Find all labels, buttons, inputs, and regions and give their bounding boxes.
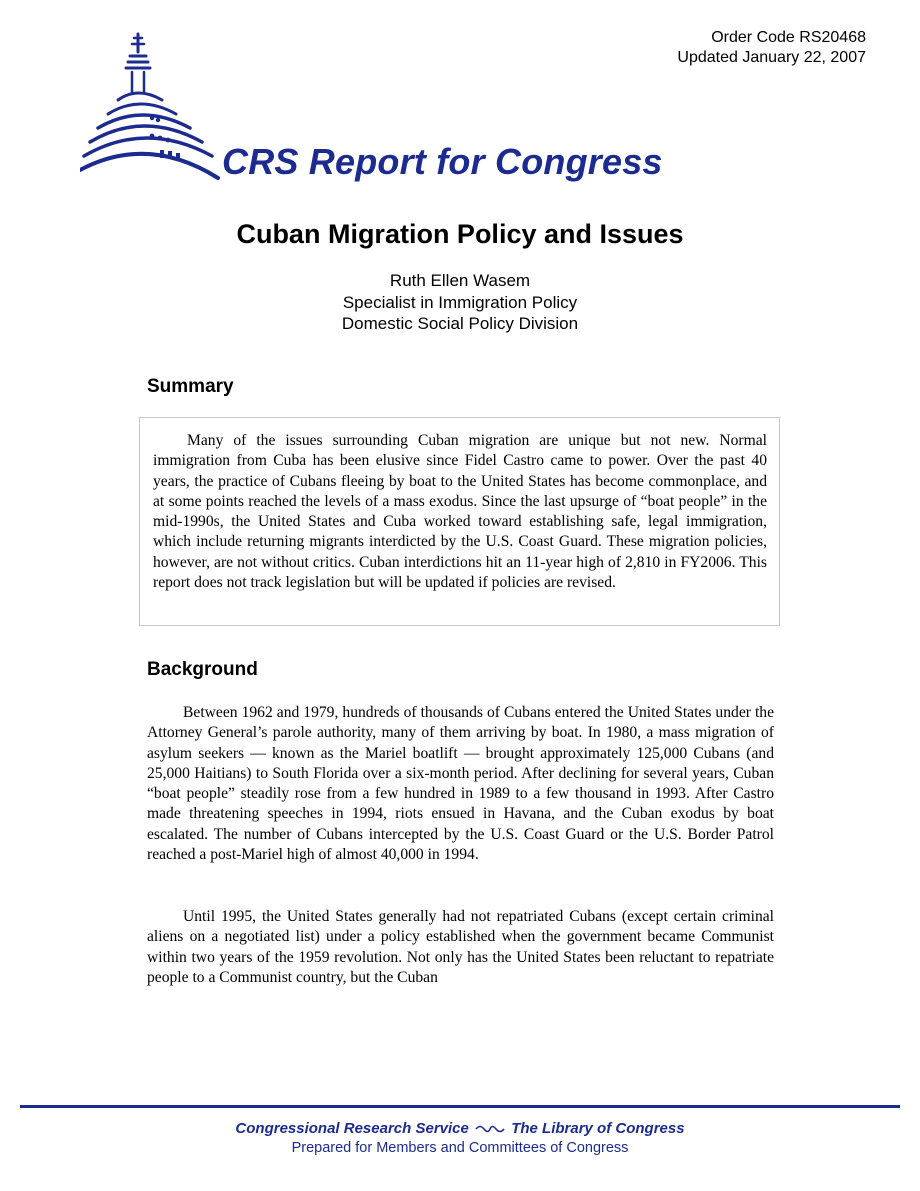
order-code: Order Code RS20468 xyxy=(711,29,866,46)
footer-rule xyxy=(20,1105,900,1108)
masthead-title: CRS Report for Congress xyxy=(222,141,663,182)
summary-heading: Summary xyxy=(147,376,234,397)
capitol-dome-icon xyxy=(80,30,220,190)
author-block xyxy=(0,270,920,335)
footer-crs: Congressional Research Service xyxy=(235,1120,469,1137)
author-division: Domestic Social Policy Division xyxy=(341,314,579,333)
report-title: Cuban Migration Policy and Issues xyxy=(236,219,684,249)
order-code-block xyxy=(677,28,866,68)
footer-credit xyxy=(0,1119,920,1139)
background-paragraph-2: Until 1995, the United States generally had not repatriated Cubans (except certain criminal aliens on a negotiated list) under a policy established when the government became Communist within two years of the 1959 revolution. Not only has the United States been reluctant to repatriate people to a Communist country, but the Cuban xyxy=(147,908,774,986)
updated-date: Updated January 22, 2007 xyxy=(677,49,866,66)
background-paragraph-1: Between 1962 and 1979, hundreds of thousands of Cubans entered the United States under the Attorney General’s parole authority, many of them arriving by boat. In 1980, a mass migration of asylum seekers — known as the Mariel boatlift — brought approximately 125,000 Cubans (and 25,000 Haitians) to South Florida over a six-month period. After declining for several years, Cuban “boat people” steadily rose from a few hundred in 1989 to a few thousand in 1993. After Castro made threatening speeches in 1994, riots ensued in Havana, and the Cuban exodus by boat escalated. The number of Cubans intercepted by the U.S. Coast Guard or the U.S. Border Patrol reached a post-Mariel high of almost 40,000 in 1994. xyxy=(147,704,774,864)
ornament-icon xyxy=(475,1124,505,1134)
footer-subline: Prepared for Members and Committees of Congress xyxy=(291,1140,629,1156)
summary-text: Many of the issues surrounding Cuban migration are unique but not new. Normal immigration from Cuba has been elusive since Fidel Castro came to power. Over the past 40 years, the practice of Cubans fleeing by boat to the United States has become commonplace, and at some points reached the levels of a mass exodus. Since the last upsurge of “boat people” in the mid-1990s, the United States and Cuba worked toward establishing safe, legal immigration, which include returning migrants interdicted by the U.S. Coast Guard. These migration policies, however, are not without critics. Cuban interdictions hit an 11-year high of 2,810 in FY2006. This report does not track legislation but will be updated if policies are revised. xyxy=(153,432,767,592)
summary-box xyxy=(139,417,780,626)
background-heading: Background xyxy=(147,659,258,680)
author-title: Specialist in Immigration Policy xyxy=(342,292,578,312)
author-name: Ruth Ellen Wasem xyxy=(389,271,531,290)
footer-library: The Library of Congress xyxy=(511,1120,685,1137)
